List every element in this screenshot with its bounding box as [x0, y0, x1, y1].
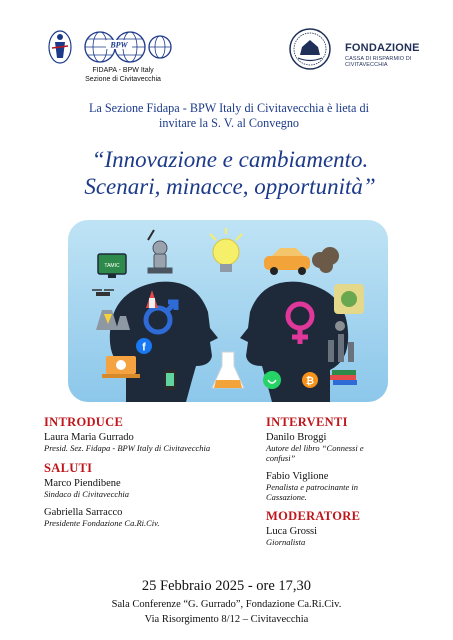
- bpw-logo-text: BPW: [110, 40, 128, 50]
- speaker-role-line: Penalista e patrocinante in: [266, 482, 358, 492]
- fidapa-line1: FIDAPA - BPW Italy: [92, 67, 154, 74]
- introducer-role: Presid. Sez. Fidapa - BPW Italy di Civitavecchia: [44, 443, 211, 453]
- speaker-role-line: Autore del libro “Connessi e: [266, 443, 364, 453]
- monitor-icon: [98, 254, 126, 278]
- robot-arm-icon: [148, 230, 172, 273]
- moderatore-heading: MODERATORE: [266, 509, 361, 523]
- bitcoin-icon: [302, 372, 318, 388]
- fondazione-subtitle: CASSA DI RISPARMIO DI CIVITAVECCHIA: [345, 56, 412, 68]
- saluti-heading: SALUTI: [44, 461, 93, 475]
- introducer-name: Laura Maria Gurrado: [44, 432, 134, 443]
- invitation-intro: [44, 101, 414, 131]
- facebook-icon: [136, 338, 152, 354]
- left-column: [44, 415, 254, 528]
- speaker-name: Danilo Broggi: [266, 432, 327, 443]
- lightbulb-icon: [210, 228, 242, 272]
- event-date-time: 25 Febbraio 2025 - ore 17,30: [141, 578, 312, 594]
- fidapa-bpw-logo: [42, 28, 172, 66]
- drone-icon: [92, 290, 114, 296]
- right-column: [266, 415, 416, 547]
- laptop-icon: [102, 356, 140, 378]
- illustration-graphic: [68, 220, 388, 402]
- title-line1: “Innovazione e cambiamento.: [91, 147, 369, 172]
- flask-icon: [212, 352, 244, 388]
- moderator-role: Giornalista: [266, 537, 306, 547]
- introduce-heading: INTRODUCE: [44, 415, 124, 429]
- venue-line2: Via Risorgimento 8/12 – Civitavecchia: [144, 614, 309, 625]
- bpw-globe-icon: [85, 32, 171, 62]
- conference-illustration: [68, 220, 388, 402]
- speaker-role: Sindaco di Civitavecchia: [44, 489, 129, 499]
- male-head-icon: [110, 282, 218, 402]
- fidapa-line2: Sezione di Civitavecchia: [85, 76, 161, 83]
- monitor-text: TAMIC: [104, 263, 120, 269]
- speaker-role-line: Cassazione.: [266, 492, 307, 502]
- car-icon: [264, 248, 310, 275]
- speaker-name: Marco Piendibene: [44, 478, 121, 489]
- moderator-name: Luca Grossi: [266, 526, 318, 537]
- speaker-name: Fabio Viglione: [266, 471, 329, 482]
- speaker-role: Presidente Fondazione Ca.Ri.Civ.: [44, 518, 160, 528]
- title-line2: Scenari, minacce, opportunità”: [84, 174, 376, 199]
- fidapa-caption: [78, 66, 168, 84]
- svg-text:f: f: [142, 341, 146, 354]
- pollution-cloud-icon: [312, 247, 339, 273]
- venue-line1: Sala Conferenze “G. Gurrado”, Fondazione Ca.Ri.Civ.: [111, 599, 342, 610]
- speaker-role-line: confusi”: [266, 453, 296, 463]
- whatsapp-icon: [263, 371, 281, 389]
- fondazione-title: FONDAZIONE: [345, 42, 420, 54]
- virus-image-icon: [334, 284, 364, 314]
- svg-text:₿: ₿: [305, 376, 315, 387]
- books-icon: [330, 370, 357, 385]
- conference-title: [20, 146, 440, 200]
- fidapa-emblem-icon: [49, 31, 71, 63]
- phone-icon: [164, 370, 176, 390]
- intro-line1: La Sezione Fidapa - BPW Italy di Civitavecchia è lieta di: [88, 101, 369, 115]
- interventi-heading: INTERVENTI: [266, 415, 348, 429]
- speaker-name: Gabriella Sarracco: [44, 507, 123, 518]
- intro-line2: invitare la S. V. al Convegno: [158, 116, 300, 130]
- fondazione-seal-icon: [288, 27, 332, 71]
